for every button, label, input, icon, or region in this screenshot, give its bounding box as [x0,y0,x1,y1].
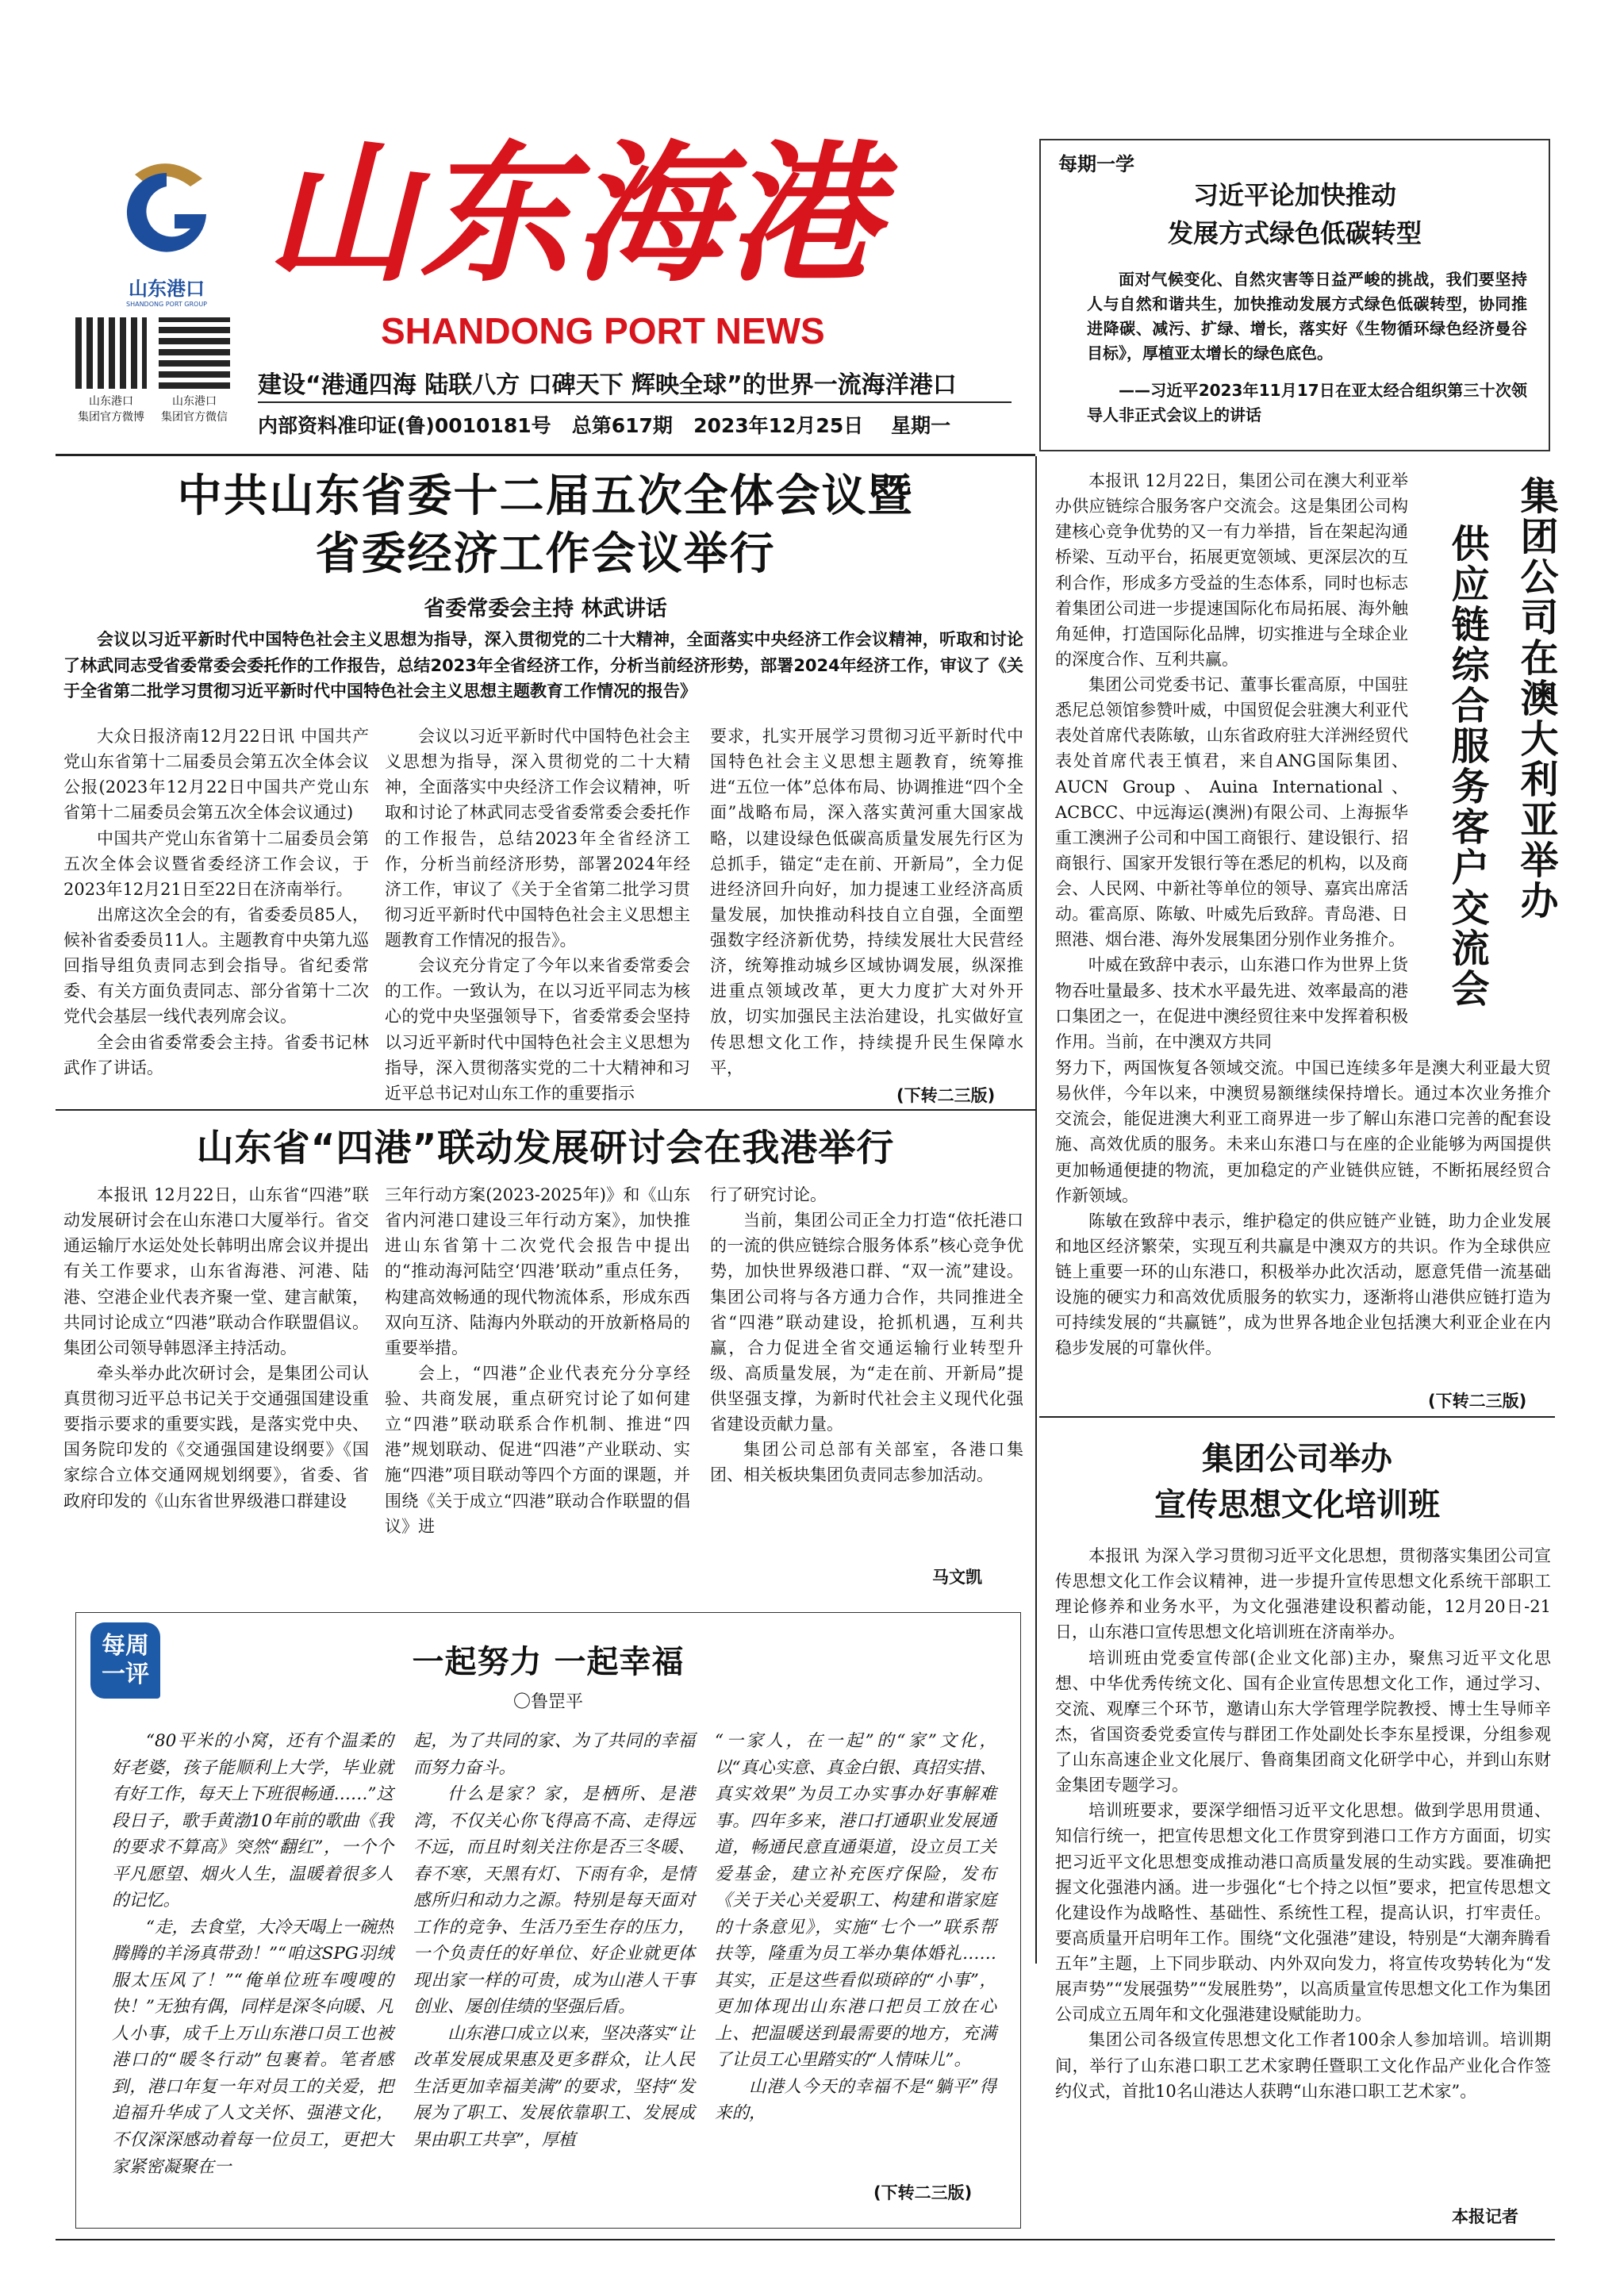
issue-info [258,410,950,439]
training-paragraph: 集团公司各级宣传思想文化工作者100余人参加培训。培训期间，举行了山东港口职工艺术家聘任暨职工文化作品产业化合作签约仪式，首批10名山港达人获聘“山东港口职工艺术家”。 [1055,2030,1551,2101]
training-paragraph: 培训班要求，要深学细悟习近平文化思想。做到学思用贯通、知信行统一，把宣传思想文化工作贯穿到港口工作方方面面，切实把习近平文化思想变成推动港口高质量发展的生动实践。要准确把握文化强港内涵。进一步强化“七个持之以恒”要求，把宣传思想文化建设作为战略性、基础性、系统性工程，提高认识，打牢责任。要高质量开启明年工作。围绕“文化强港”建设，特别是“大潮奔腾看五年”主题，上下同步联动、内外双向发力，将宣传攻势转化为“发展声势”“发展强势”“发展胜势”，以高质量宣传思想文化工作为集团公司成立五周年和文化强港建设赋能助力。 [1055,1801,1551,2025]
commentary-paragraph: 山港人今天的幸福不是“躺平”得来的， [715,2076,996,2124]
newspaper-title: 山东海港 [266,125,882,302]
four-ports-paragraph: 集团公司总部有关部室，各港口集团、相关板块集团负责同志参加活动。 [710,1440,1023,1485]
weekly-study-quote: 面对气候变化、自然灾害等日益严峻的挑战，我们要坚持人与自然和谐共生，加快推动发展方式绿色低碳转型，协同推进降碳、减污、扩绿、增长，落实好《生物循环绿色经济曼谷目标》，厚植亚太增长的绿色底色。 [1087,270,1527,363]
australia-paragraph: 陈敏在致辞中表示，维护稳定的供应链产业链，助力企业发展和地区经济繁荣，实现互利共赢是中澳双方的共识。作为全球供应链上重要一环的山东港口，积极举办此次活动，愿意凭借一流基础设施的硬实力和高效优质服务的软实力，逐渐将山港供应链打造为可持续发展的“共赢链”，成为世界各地企业包括澳大利亚企业在内稳步发展的可靠伙伴。 [1055,1211,1551,1358]
qr-code-weibo[interactable] [75,317,147,389]
training-headline [1039,1436,1555,1528]
newspaper-title-en: SHANDONG PORT NEWS [381,310,825,351]
australia-continued[interactable]: (下转二三版) [1428,1392,1527,1411]
lead-paragraph: 会议以习近平新时代中国特色社会主义思想为指导，深入贯彻党的二十大精神，全面落实中央经济工作会议精神，听取和讨论了林武同志受省委常委会委托作的工作报告，总结2023年全省经济工作，分析当前经济形势，部署2024年经济工作，审议了《关于全省第二批学习贯彻习近平新时代中国特色社会主义思想主题教育工作情况的报告》。 [385,727,690,950]
commentary-col-1 [112,1728,393,2200]
training-headline-line2: 宣传思想文化培训班 [1154,1487,1440,1523]
weekly-study-source: ——习近平2023年11月17日在亚太经合组织第三十次领导人非正式会议上的讲话 [1087,381,1527,424]
australia-paragraph: 本报讯 12月22日，集团公司在澳大利亚举办供应链综合服务客户交流会。这是集团公司构建核心竞争优势的又一有力举措，旨在架起沟通桥梁、互动平台，拓展更宽领域、更深层次的互利合作，形成多方受益的生态体系，同时也标志着集团公司进一步提速国际化布局拓展、海外触角延伸，打造国际化品牌，切实推进与全球企业的深度合作、互利共赢。 [1055,471,1408,669]
four-ports-paragraph: 当前，集团公司正全力打造“依托港口的一流的供应链综合服务体系”核心竞争优势，加快世界级港口群、“双一流”建设。集团公司将与各方通力合作，共同推进全省“四港”联动建设，抢抓机遇，互利共赢，合力促进全省交通运输行业转型升级、高质量发展，为“走在前、开新局”提供坚强支撑，为新时代社会主义现代化强省建设贡献力量。 [710,1211,1023,1434]
four-ports-paragraph: 三年行动方案(2023-2025年)》和《山东省内河港口建设三年行动方案》，加快推进山东省第十二次党代会报告中提出的“推动海河陆空‘四港’联动”重点任务，构建高效畅通的现代物流体系，形成东西双向互济、陆海内外联动的开放新格局的重要举措。 [385,1185,690,1357]
four-ports-paragraph: 会上，“四港”企业代表充分分享经验、共商发展，重点研究讨论了如何建立“四港”联动联系合作机制、推进“四港”规划联动、促进“四港”产业联动、实施“四港”项目联动等四个方面的课题，并围绕《关于成立“四港”联动合作联盟的倡议》进 [385,1363,690,1536]
four-ports-col-3 [710,1182,1023,1555]
lead-paragraph: 全会由省委常委会主持。省委书记林武作了讲话。 [63,1032,369,1077]
four-ports-paragraph: 本报讯 12月22日，山东省“四港”联动发展研讨会在山东港口大厦举行。省交通运输厅水运处处长韩明出席会议并提出有关工作要求，山东省海港、河港、陆港、空港企业代表齐聚一堂、建言献策，共同讨论成立“四港”联动合作联盟倡议。集团公司领导韩恩泽主持活动。 [63,1185,369,1357]
bottom-rule [56,2239,1555,2240]
australia-headline-line2: 供应链综合服务客户交流会 [1445,524,1489,1009]
rule-right [1039,1416,1555,1418]
permit-number: 内部资料准印证(鲁)0010181号 [258,414,551,437]
commentary-headline: 一起努力 一起幸福 [412,1644,685,1680]
weekday: 星期一 [891,414,951,437]
issue-number: 总第617期 [571,414,673,437]
weekly-study-title-line1: 习近平论加快推动 [1192,180,1396,210]
badge-line1: 每周 [102,1632,149,1660]
commentary-box [75,1612,1021,2229]
four-ports-col-2 [385,1182,690,1579]
australia-headline-line1: 集团公司在澳大利亚举办 [1514,476,1558,921]
training-body [1055,1543,1551,2202]
qr-code-wechat[interactable] [159,317,230,389]
commentary-paragraph: 山东港口成立以来，坚决落实“让改革发展成果惠及更多群众，让人民生活更加幸福美满”的要求，坚持“发展为了职工、发展依靠职工、发展成果由职工共享”，厚植 [413,2023,695,2150]
four-ports-paragraph: 牵头举办此次研讨会，是集团公司认真贯彻习近平总书记关于交通强国建设重要指示要求的重要实践，是落实党中央、国务院印发的《交通强国建设纲要》《国家综合立体交通网规划纲要》，省委、省政府印发的《山东省世界级港口群建设 [63,1363,369,1511]
four-ports-author: 马文凯 [932,1568,982,1587]
masthead-rule [258,401,1012,403]
lead-col-1 [63,724,369,1100]
logo-caption: 山东港口 [129,278,205,300]
commentary-col-2 [413,1728,695,2200]
lead-summary: 会议以习近平新时代中国特色社会主义思想为指导，深入贯彻党的二十大精神，全面落实中央经济工作会议精神，听取和讨论了林武同志受省委常委会委托作的工作报告，总结2023年全省经济工作，分析当前经济形势，部署2024年经济工作，审议了《关于全省第二批学习贯彻习近平新时代中国特色社会主义思想主题教育工作情况的报告》 [63,630,1023,701]
commentary-col-3 [715,1728,996,2172]
australia-col-full [1055,1055,1551,1388]
commentary-author: 〇鲁罡平 [512,1692,583,1712]
issue-date: 2023年12月25日 [693,414,864,437]
commentary-paragraph: “一家人，在一起”的“家”文化，以“真心实意、真金白银、真招实措、真实效果”为员工办实事办好事解难事。四年多来，港口打通职业发展通道，畅通民意直通渠道，设立员工关爱基金，建立补充医疗保险，发布《关于关心关爱职工、构建和谐家庭的十条意见》，实施“七个一”联系帮扶等，隆重为员工举办集体婚礼……其实，正是这些看似琐碎的“小事”，更加体现出山东港口把员工放在心上、把温暖送到最需要的地方，充满了让员工心里踏实的“人情味儿”。 [715,1731,996,2071]
lead-headline-line1: 中共山东省委十二届五次全体会议暨 [177,470,914,522]
four-ports-headline: 山东省“四港”联动发展研讨会在我港举行 [196,1127,895,1170]
lead-paragraph: 会议充分肯定了今年以来省委常委会的工作。一致认为，在以习近平同志为核心的党中央坚强领导下，省委常委会坚持以习近平新时代中国特色社会主义思想为指导，深入贯彻落实党的二十大精神和习近平总书记对山东工作的重要指示 [385,956,690,1103]
australia-paragraph: 努力下，两国恢复各领域交流。中国已连续多年是澳大利亚最大贸易伙伴，今年以来，中澳贸易额继续保持增长。通过本次业务推介交流会，能促进澳大利亚工商界进一步了解山东港口完善的配套设施、高效优质的服务。未来山东港口与在座的企业能够为两国提供更加畅通便捷的物流，更加稳定的产业链供应链，不断拓展经贸合作新领域。 [1055,1058,1551,1205]
australia-headline [1440,476,1564,1031]
commentary-paragraph: 什么是家？家，是栖所、是港湾，不仅关心你飞得高不高、走得远不远，而且时刻关注你是否三冬暖、春不寒，天黑有灯、下雨有伞，是情感所归和动力之源。特别是每天面对工作的竞争、生活乃至生存的压力，一个负责任的好单位、好企业就更体现出家一样的可贵，成为山港人干事创业、屡创佳绩的坚强后盾。 [413,1784,695,2018]
port-logo-icon [111,151,222,270]
lead-col-2 [385,724,690,1103]
slogan: 建设“港通四海 陆联八方 口碑天下 辉映全球”的世界一流海洋港口 [258,371,957,399]
lead-col-3 [710,724,1023,1077]
four-ports-paragraph: 行了研究讨论。 [710,1185,827,1204]
training-headline-line1: 集团公司举办 [1202,1441,1392,1477]
training-author: 本报记者 [1452,2207,1518,2226]
training-paragraph: 本报讯 为深入学习贯彻习近平文化思想，贯彻落实集团公司宣传思想文化工作会议精神，进一步提升宣传思想文化系统干部职工理论修养和业务水平，为文化强港建设积蓄动能，12月20日-21日，山东港口宣传思想文化培训班在济南举办。 [1055,1546,1551,1642]
lead-continued[interactable]: (下转二三版) [896,1086,996,1105]
top-rule [56,454,1035,456]
logo [111,151,222,309]
training-paragraph: 培训班由党委宣传部(企业文化部)主办，聚焦习近平文化思想、中华优秀传统文化、国有企业宣传思想文化工作，通过学习、交流、观摩三个环节，邀请山东大学管理学院教授、博士生导师辛杰，省国资委党委宣传与群团工作处副处长李东星授课，分组参观了山东高速企业文化展厅、鲁商集团商文化研学中心，并到山东财金集团专题学习。 [1055,1648,1551,1795]
column-divider [1035,456,1037,1964]
weekly-study-box [1039,139,1550,451]
lead-headline-line2: 省委经济工作会议举行 [315,528,776,580]
commentary-continued[interactable]: (下转二三版) [873,2183,973,2202]
four-ports-col-1 [63,1182,369,1579]
lead-subtitle: 省委常委会主持 林武讲话 [424,597,667,621]
weekly-study-label: 每期一学 [1058,153,1134,175]
logo-caption-en: SHANDONG PORT GROUP [126,301,207,308]
commentary-paragraph: “80平米的小窝，还有个温柔的好老婆，孩子能顺利上大学，毕业就有好工作，每天上下班很畅通……”这段日子，歌手黄渤10年前的歌曲《我的要求不算高》突然“翻红”，一个个平凡愿望、烟火人生，温暖着很多人的记忆。 [112,1731,393,1911]
lead-paragraph: 要求，扎实开展学习贯彻习近平新时代中国特色社会主义思想主题教育，统筹推进“五位一体”总体布局、协调推进“四个全面”战略布局，深入落实黄河重大国家战略，以建设绿色低碳高质量发展先行区为总抓手，锚定“走在前、开新局”，全力促进经济回升向好，加力提速工业经济高质量发展，加快推动科技自立自强，全面塑强数字经济新优势，持续发展壮大民营经济，统筹推动城乡区域协调发展，纵深推进重点领域改革，更大力度扩大对外开放，切实加强民主法治建设，扎实做好宣传思想文化工作，持续提升民生保障水平， [710,727,1023,1077]
lead-headline [56,468,1035,584]
qr-label-weibo: 山东港口 集团官方微博 [78,395,144,424]
commentary-paragraph: 起，为了共同的家、为了共同的幸福而努力奋斗。 [413,1731,695,1778]
commentary-paragraph: “走，去食堂，大冷天喝上一碗热腾腾的羊汤真带劲！”“咱这SPG羽绒服太压风了！”“俺单位班车嗖嗖的快！”无独有偶，同样是深冬向暖、凡人小事，成千上万山东港口员工也被港口的“暖冬行动”包裹着。笔者感到，港口年复一年对员工的关爱，把追福升华成了人文关怀、强港文化，不仅深深感动着每一位员工，更把大家紧密凝聚在一 [112,1917,393,2177]
badge-line2: 一评 [102,1661,149,1688]
rule-1 [56,1109,1035,1111]
qr-label-wechat: 山东港口 集团官方微信 [161,395,228,424]
weekly-study-title-line2: 发展方式绿色低碳转型 [1167,218,1422,248]
lead-paragraph: 中国共产党山东省第十二届委员会第五次全体会议暨省委经济工作会议，于2023年12月21日至22日在济南举行。 [63,828,369,899]
australia-paragraph: 集团公司党委书记、董事长霍高原，中国驻悉尼总领馆参赞叶威，中国贸促会驻澳大利亚代表处首席代表陈敏，山东省政府驻大洋洲经贸代表处首席代表王慎君，来自ANG国际集团、AUCN Group、Auina International、ACBCC、中远海运(澳洲)有限公司、上海振华重工澳洲子公司和中国工商银行、建设银行、招商银行、国家开发银行等在悉尼的机构，以及商会、人民网、中新社等单位的领导、嘉宾出席活动。霍高原、陈敏、叶威先后致辞。青岛港、日照港、烟台港、海外发展集团分别作业务推介。 [1055,675,1408,950]
australia-col-top [1055,468,1408,1051]
lead-paragraph: 大众日报济南12月22日讯 中国共产党山东省第十二届委员会第五次全体会议公报(2023年12月22日中国共产党山东省第十二届委员会第五次全体会议通过) [63,727,369,823]
lead-paragraph: 出席这次全会的有，省委委员85人，候补省委委员11人。主题教育中央第九巡回指导组负责同志到会指导。省纪委常委、有关方面负责同志、部分省第十二次党代会基层一线代表列席会议。 [63,904,369,1027]
australia-paragraph: 叶威在致辞中表示，山东港口作为世界上货物吞吐量最多、技术水平最先进、效率最高的港口集团之一，在促进中澳经贸往来中发挥着积极作用。当前，在中澳双方共同 [1055,955,1408,1051]
weekly-study-title [1041,176,1549,252]
